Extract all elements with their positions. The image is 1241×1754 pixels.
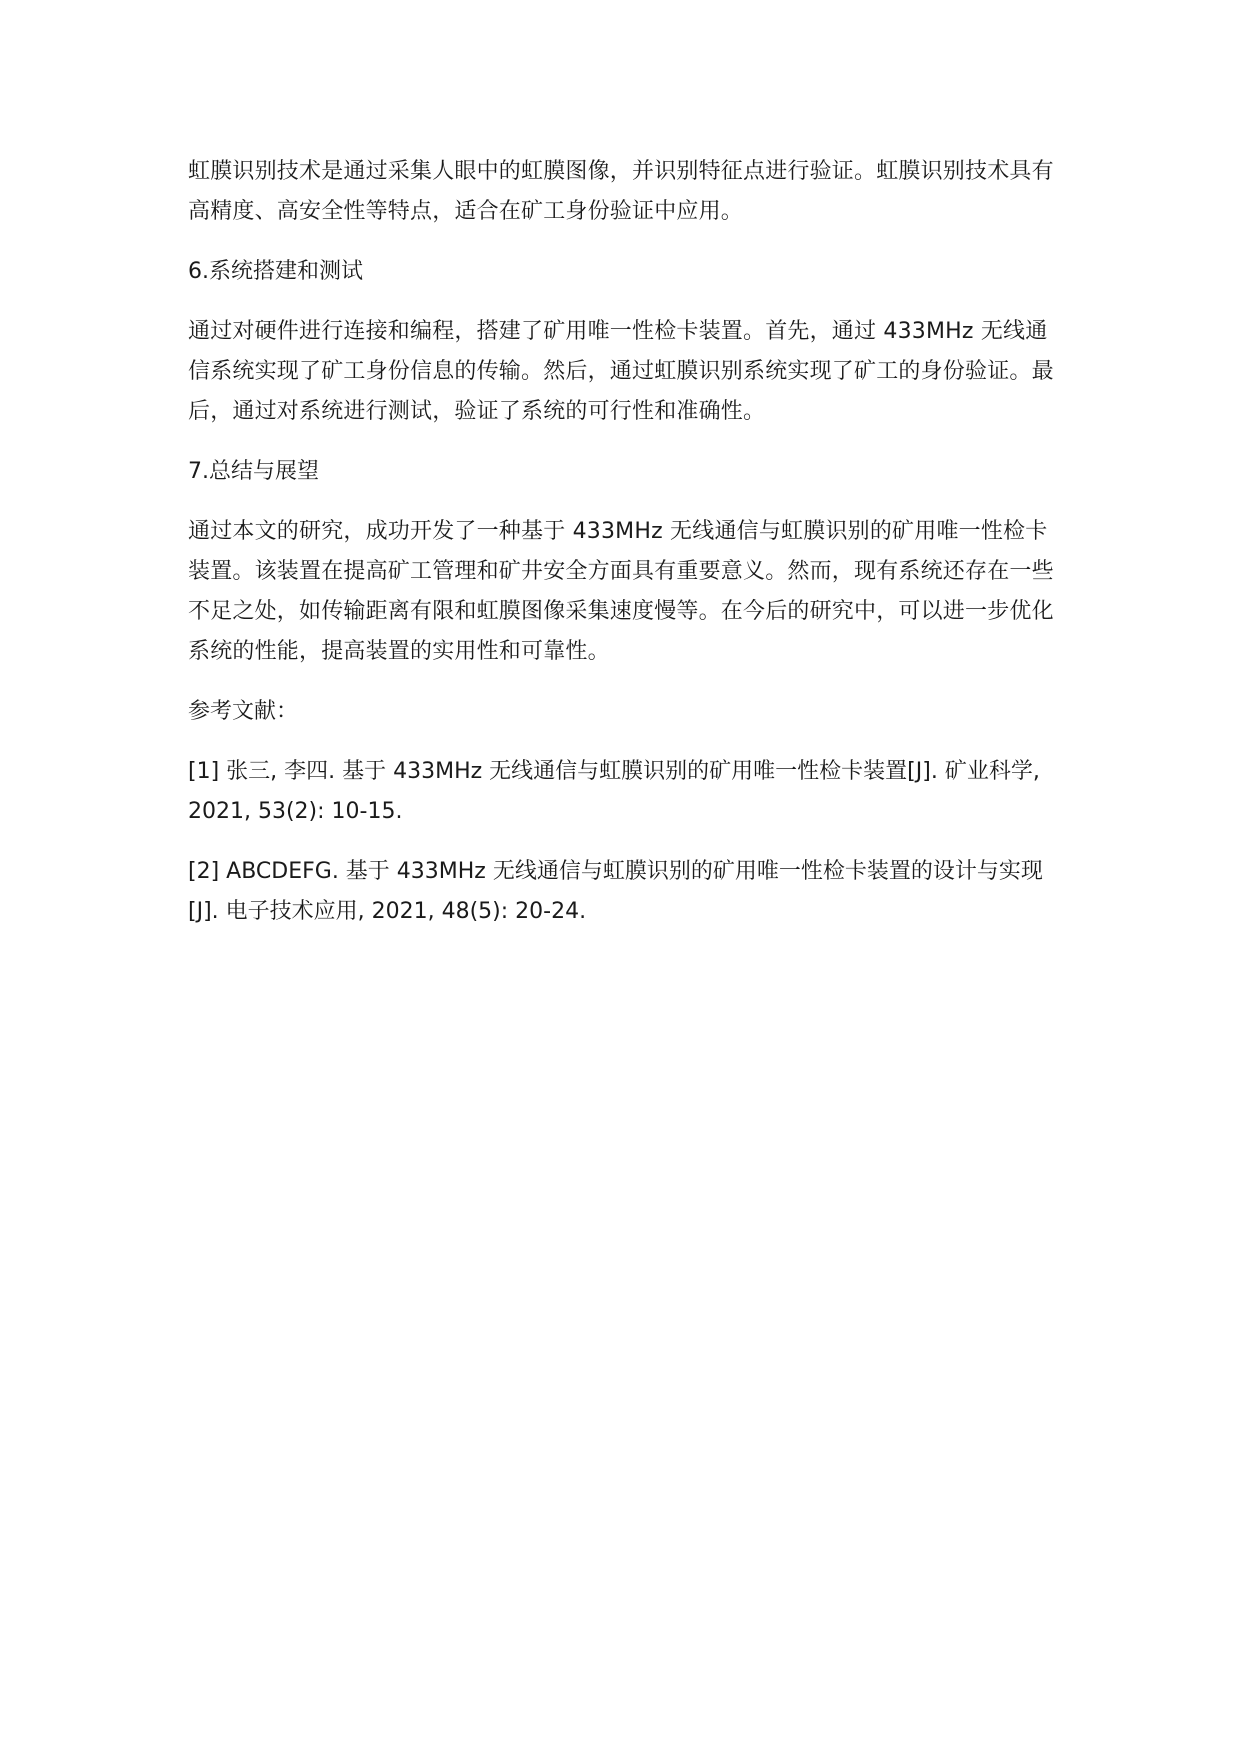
spacer — [188, 492, 1068, 512]
reference-item-2: [2] ABCDEFG. 基于 433MHz 无线通信与虹膜识别的矿用唯一性检卡装置的设计与实现[J]. 电子技术应用, 2021, 48(5): 20-24. — [188, 859, 1043, 924]
paragraph-system-build-test: 通过对硬件进行连接和编程，搭建了矿用唯一性检卡装置。首先，通过 433MHz 无线通信系统实现了矿工身份信息的传输。然后，通过虹膜识别系统实现了矿工的身份验证。最后，通过对系统进行测试，验证了系统的可行性和准确性。 — [188, 319, 1054, 424]
section-heading-7: 7.总结与展望 — [188, 459, 319, 484]
paragraph-iris-technology: 虹膜识别技术是通过采集人眼中的虹膜图像，并识别特征点进行验证。虹膜识别技术具有高精度、高安全性等特点，适合在矿工身份验证中应用。 — [188, 159, 1054, 224]
spacer — [188, 672, 1068, 692]
section-heading-6: 6.系统搭建和测试 — [188, 259, 363, 284]
spacer — [188, 292, 1068, 312]
paragraph-summary-outlook: 通过本文的研究，成功开发了一种基于 433MHz 无线通信与虹膜识别的矿用唯一性检卡装置。该装置在提高矿工管理和矿井安全方面具有重要意义。然而，现有系统还存在一些不足之处，如传输距离有限和虹膜图像采集速度慢等。在今后的研究中，可以进一步优化系统的性能，提高装置的实用性和可靠性。 — [188, 519, 1054, 664]
document-page — [188, 152, 1068, 932]
references-heading: 参考文献： — [188, 699, 299, 724]
spacer — [188, 432, 1068, 452]
spacer — [188, 832, 1068, 852]
reference-item-1: [1] 张三, 李四. 基于 433MHz 无线通信与虹膜识别的矿用唯一性检卡装置[J]. 矿业科学, 2021, 53(2): 10-15. — [188, 759, 1040, 824]
spacer — [188, 732, 1068, 752]
spacer — [188, 232, 1068, 252]
